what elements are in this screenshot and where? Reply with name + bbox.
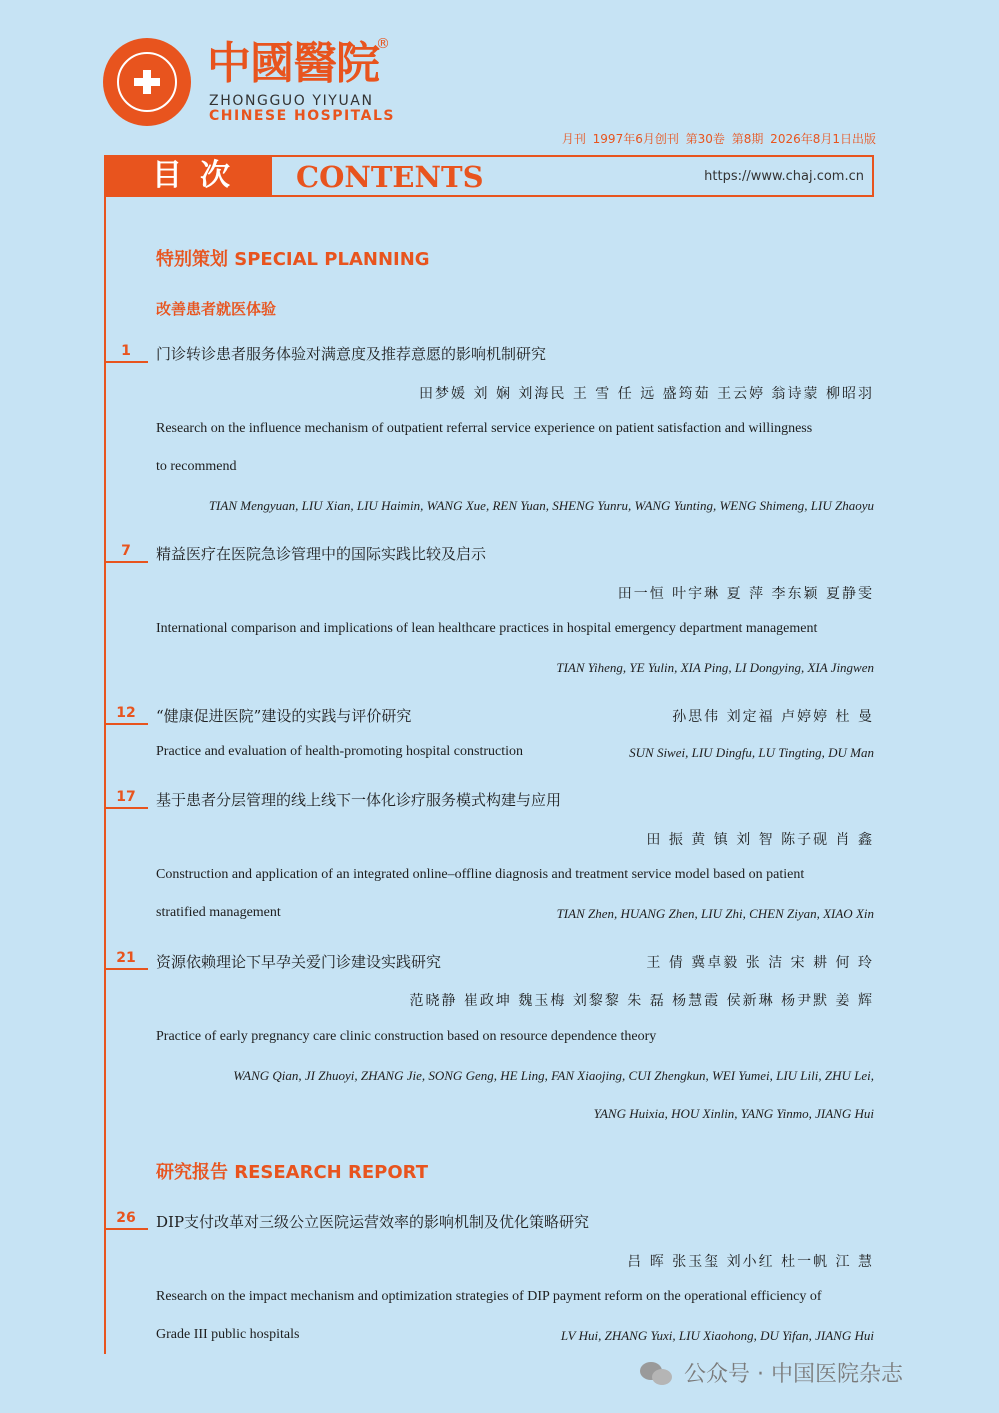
journal-seal-logo	[103, 38, 191, 126]
margin-rule	[104, 197, 106, 1354]
article-authors-cn: 孙思伟 刘定福 卢婷婷 杜 曼	[672, 709, 874, 725]
hospital-cross-icon	[117, 52, 177, 112]
journal-url[interactable]: https://www.chaj.com.cn	[704, 169, 864, 184]
banner-title-cn: 目次	[152, 158, 248, 193]
journal-title-en: CHINESE HOSPITALS	[209, 108, 395, 124]
article-page-number[interactable]: 17	[104, 789, 148, 809]
wechat-icon	[640, 1360, 674, 1386]
article-title-cn[interactable]: “健康促进医院”建设的实践与评价研究	[156, 707, 412, 725]
section-heading-research: 研究报告 RESEARCH REPORT	[156, 1162, 428, 1183]
journal-title-cn: 中國醫院	[207, 38, 379, 89]
article-authors-en-cont: YANG Huixia, HOU Xinlin, YANG Yinmo, JIANG Hui	[593, 1106, 874, 1121]
issue-info: 月刊 1997年6月创刊 第30卷 第8期 2026年8月1日出版	[561, 132, 876, 146]
article-page-number[interactable]: 1	[104, 343, 148, 363]
article-authors-en: WANG Qian, JI Zhuoyi, ZHANG Jie, SONG Geng, HE Ling, FAN Xiaojing, CUI Zhengkun, WEI Yumei, LIU Lili, ZHU Lei,	[233, 1068, 874, 1083]
article-authors-cn: 田梦媛 刘 娴 刘海民 王 雪 任 远 盛筠茹 王云婷 翁诗蒙 柳昭羽	[419, 386, 874, 402]
article-title-cn[interactable]: 精益医疗在医院急诊管理中的国际实践比较及启示	[156, 545, 487, 563]
article-authors-en: LV Hui, ZHANG Yuxi, LIU Xiaohong, DU Yifan, JIANG Hui	[560, 1328, 874, 1343]
article-title-cn[interactable]: DIP支付改革对三级公立医院运营效率的影响机制及优化策略研究	[156, 1213, 590, 1231]
section-subheading: 改善患者就医体验	[156, 300, 277, 318]
article-authors-cn: 田一恒 叶宇琳 夏 萍 李东颖 夏静雯	[617, 586, 874, 602]
banner-title-en: CONTENTS	[296, 160, 484, 194]
article-page-number[interactable]: 12	[104, 705, 148, 725]
article-authors-en: SUN Siwei, LIU Dingfu, LU Tingting, DU Man	[629, 745, 874, 760]
article-title-en-cont: Grade III public hospitals	[156, 1327, 300, 1342]
watermark-text: 公众号 · 中国医院杂志	[684, 1362, 903, 1387]
article-authors-cn: 吕 晖 张玉玺 刘小红 杜一帆 江 慧	[627, 1254, 874, 1270]
article-title-en: Construction and application of an integrated online–offline diagnosis and treatment service model based on patient	[156, 867, 805, 882]
wechat-watermark	[640, 1357, 903, 1388]
article-title-en: Research on the impact mechanism and optimization strategies of DIP payment reform on the operational efficiency of	[156, 1289, 822, 1304]
article-page-number[interactable]: 21	[104, 950, 148, 970]
article-title-cn[interactable]: 门诊转诊患者服务体验对满意度及推荐意愿的影响机制研究	[156, 345, 547, 363]
article-title-cn[interactable]: 资源依赖理论下早孕关爱门诊建设实践研究	[156, 953, 442, 971]
article-authors-cn: 田 振 黄 镇 刘 智 陈子砚 肖 鑫	[646, 832, 874, 848]
article-title-en: Research on the influence mechanism of outpatient referral service experience on patient satisfaction and willingness	[156, 421, 813, 436]
article-page-number[interactable]: 7	[104, 543, 148, 563]
article-title-en: Practice and evaluation of health-promoting hospital construction	[156, 744, 524, 759]
article-title-en-cont: to recommend	[156, 459, 237, 474]
article-title-en-cont: stratified management	[156, 905, 281, 920]
section-heading-special: 特别策划 SPECIAL PLANNING	[156, 249, 430, 270]
article-authors-en: TIAN Zhen, HUANG Zhen, LIU Zhi, CHEN Ziyan, XIAO Xin	[556, 906, 874, 921]
article-authors-en: TIAN Yiheng, YE Yulin, XIA Ping, LI Dongying, XIA Jingwen	[556, 660, 874, 675]
article-title-en: Practice of early pregnancy care clinic construction based on resource dependence theory	[156, 1029, 657, 1044]
article-title-en: International comparison and implications of lean healthcare practices in hospital emergency department management	[156, 621, 818, 636]
journal-title-pinyin: ZHONGGUO YIYUAN	[209, 93, 374, 109]
article-title-cn[interactable]: 基于患者分层管理的线上线下一体化诊疗服务模式构建与应用	[156, 791, 562, 809]
article-authors-cn: 王 倩 冀卓毅 张 洁 宋 耕 何 玲	[646, 955, 874, 971]
registered-mark: ®	[376, 36, 390, 52]
article-authors-cn-cont: 范晓静 崔政坤 魏玉梅 刘黎黎 朱 磊 杨慧霞 侯新琳 杨尹默 姜 辉	[409, 993, 874, 1009]
article-authors-en: TIAN Mengyuan, LIU Xian, LIU Haimin, WANG Xue, REN Yuan, SHENG Yunru, WANG Yunting, WENG Shimeng, LIU Zhaoyu	[208, 498, 874, 513]
article-page-number[interactable]: 26	[104, 1210, 148, 1230]
